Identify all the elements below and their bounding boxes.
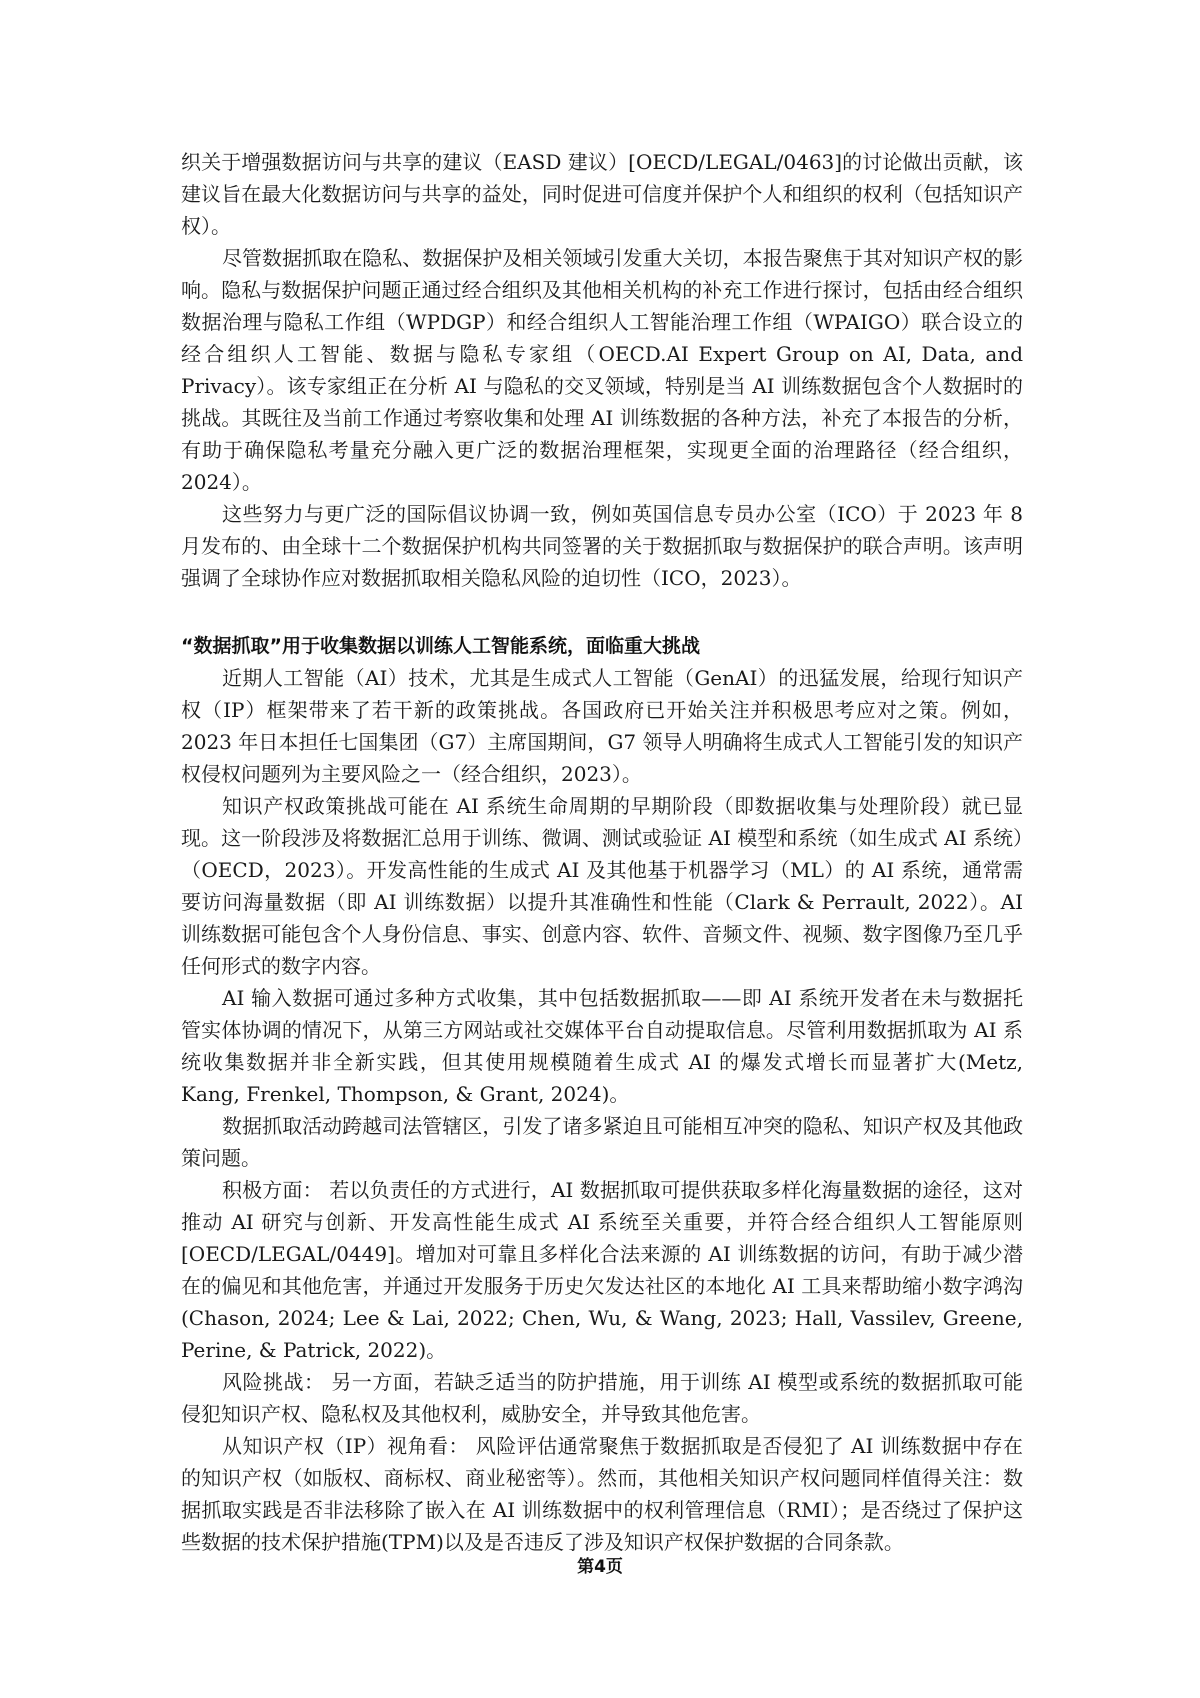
paragraph: 积极方面： 若以负责任的方式进行，AI 数据抓取可提供获取多样化海量数据的途径，这对推动 AI 研究与创新、开发高性能生成式 AI 系统至关重要，并符合经合组织人工智能原则[OECD/LEGAL/0449]。增加对可靠且多样化合法来源的 AI 训练数据的访问，有助于减少潜在的偏见和其他危害，并通过开发服务于历史欠发达社区的本地化 AI 工具来帮助缩小数字鸿沟 (Chason, 2024; Lee & Lai, 2022; Chen, Wu, & Wang, 2023; Hall, Vassilev, Greene, Perine, & Patrick, 2022)。 xyxy=(181,1178,1023,1362)
paragraph: AI 输入数据可通过多种方式收集，其中包括数据抓取——即 AI 系统开发者在未与数据托管实体协调的情况下，从第三方网站或社交媒体平台自动提取信息。尽管利用数据抓取为 AI 系统收集数据并非全新实践，但其使用规模随着生成式 AI 的爆发式增长而显著扩大(Metz, Kang, Frenkel, Thompson, & Grant, 2024)。 xyxy=(181,986,1023,1106)
paragraph: 知识产权政策挑战可能在 AI 系统生命周期的早期阶段（即数据收集与处理阶段）就已显现。这一阶段涉及将数据汇总用于训练、微调、测试或验证 AI 模型和系统（如生成式 AI 系统）（OECD，2023）。开发高性能的生成式 AI 及其他基于机器学习（ML）的 AI 系统，通常需要访问海量数据（即 AI 训练数据）以提升其准确性和性能（Clark & Perrault, 2022）。AI 训练数据可能包含个人身份信息、事实、创意内容、软件、音频文件、视频、数字图像乃至几乎任何形式的数字内容。 xyxy=(181,794,1023,978)
page-number: 第4页 xyxy=(577,1557,623,1577)
section-heading: “数据抓取”用于收集数据以训练人工智能系统，面临重大挑战 xyxy=(181,635,700,657)
page-body xyxy=(181,146,1023,1558)
paragraph: 这些努力与更广泛的国际倡议协调一致，例如英国信息专员办公室（ICO）于 2023 年 8 月发布的、由全球十二个数据保护机构共同签署的关于数据抓取与数据保护的联合声明。该声明强调了全球协作应对数据抓取相关隐私风险的迫切性（ICO，2023）。 xyxy=(181,502,1023,590)
paragraph: 风险挑战： 另一方面，若缺乏适当的防护措施，用于训练 AI 模型或系统的数据抓取可能侵犯知识产权、隐私权及其他权利，威胁安全，并导致其他危害。 xyxy=(181,1370,1023,1426)
paragraph: 数据抓取活动跨越司法管辖区，引发了诸多紧迫且可能相互冲突的隐私、知识产权及其他政策问题。 xyxy=(181,1114,1023,1170)
paragraph: 从知识产权（IP）视角看： 风险评估通常聚焦于数据抓取是否侵犯了 AI 训练数据中存在的知识产权（如版权、商标权、商业秘密等）。然而，其他相关知识产权问题同样值得关注：数据抓取实践是否非法移除了嵌入在 AI 训练数据中的权利管理信息（RMI）；是否绕过了保护这些数据的技术保护措施(TPM)以及是否违反了涉及知识产权保护数据的合同条款。 xyxy=(181,1434,1023,1554)
paragraph: 织关于增强数据访问与共享的建议（EASD 建议）[OECD/LEGAL/0463]的讨论做出贡献，该建议旨在最大化数据访问与共享的益处，同时促进可信度并保护个人和组织的权利（包括知识产权）。 xyxy=(181,150,1023,238)
paragraph: 尽管数据抓取在隐私、数据保护及相关领域引发重大关切，本报告聚焦于其对知识产权的影响。隐私与数据保护问题正通过经合组织及其他相关机构的补充工作进行探讨，包括由经合组织数据治理与隐私工作组（WPDGP）和经合组织人工智能治理工作组（WPAIGO）联合设立的经合组织人工智能、数据与隐私专家组（OECD.AI Expert Group on AI, Data, and Privacy）。该专家组正在分析 AI 与隐私的交叉领域，特别是当 AI 训练数据包含个人数据时的挑战。其既往及当前工作通过考察收集和处理 AI 训练数据的各种方法，补充了本报告的分析，有助于确保隐私考量充分融入更广泛的数据治理框架，实现更全面的治理路径（经合组织，2024）。 xyxy=(181,246,1023,494)
paragraph: 近期人工智能（AI）技术，尤其是生成式人工智能（GenAI）的迅猛发展，给现行知识产权（IP）框架带来了若干新的政策挑战。各国政府已开始关注并积极思考应对之策。例如，2023 年日本担任七国集团（G7）主席国期间，G7 领导人明确将生成式人工智能引发的知识产权侵权问题列为主要风险之一（经合组织，2023）。 xyxy=(181,666,1023,786)
